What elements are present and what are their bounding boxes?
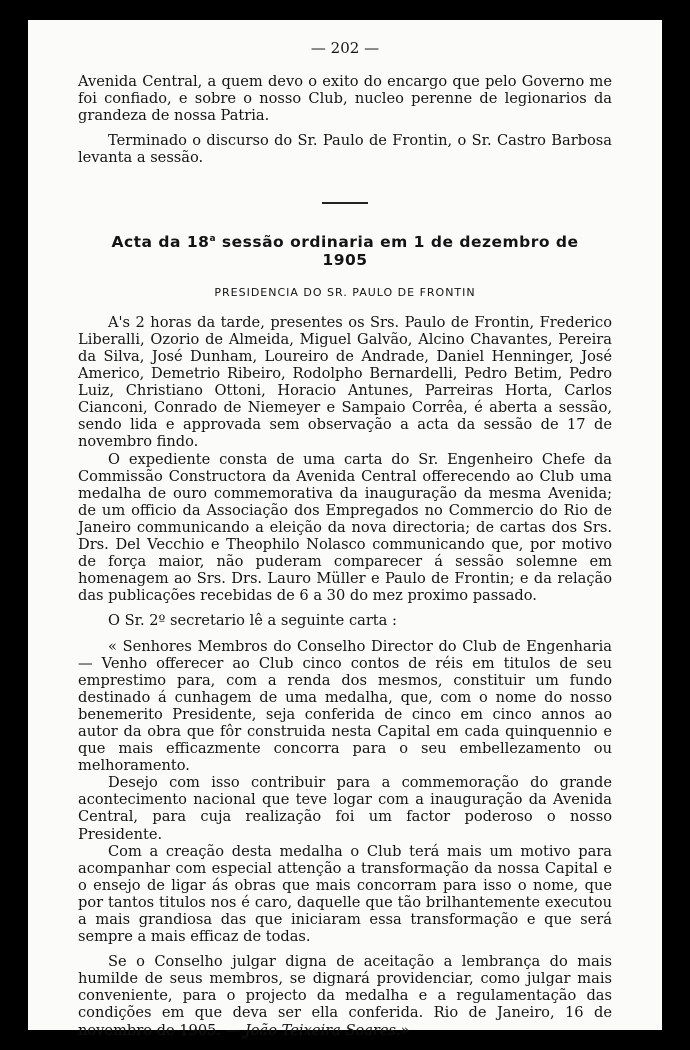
section-divider [322, 202, 368, 204]
paragraph-correspondence: O expediente consta de uma carta do Sr. Engenheiro Chefe da Commissão Constructora da Avenida Central offerecendo ao Club uma medalha de ouro commemorativa da inauguração da mesma Avenida; de um officio da Associação dos Empregados no Commercio do Rio de Janeiro communicando a eleição da nova directoria; de cartas dos Srs. Drs. Del Vecchio e Theophilo Nolasco communicando que, por motivo de força maior, não puderam comparecer á sessão solemne em homenagem ao Srs. Drs. Lauro Müller e Paulo de Frontin; e da relação das publicações recebidas de 6 a 30 do mez proximo passado. [78, 450, 612, 605]
closing-quote: » [400, 1021, 410, 1039]
signature: João Teixeira Soares. [244, 1021, 401, 1039]
paragraph-letter-opening: « Senhores Membros do Conselho Director do Club de Engenharia — Venho offerecer ao Club cinco contos de réis em titulos de seu emprestimo para, com a renda dos mesmos, constituir um fundo destinado á cunhagem de uma medalha, que, com o nome do nosso benemerito Presidente, seja conferida de cinco em cinco annos ao autor da obra que fôr construida nesta Capital em cada quinquennio e que mais efficazmente concorra para o seu embellezamento ou melhoramento. [78, 637, 612, 775]
paragraph-session-close: Terminado o discurso do Sr. Paulo de Frontin, o Sr. Castro Barbosa levanta a sessão. [78, 132, 612, 167]
paragraph-letter-purpose: Desejo com isso contribuir para a commemoração do grande acontecimento nacional que teve logar com a inauguração da Avenida Central, para cuja realização foi um factor poderoso o nosso Presidente. [78, 774, 612, 843]
heading-superscript: a [209, 233, 217, 244]
heading-suffix: sessão ordinaria em 1 de dezembro de 1905 [216, 232, 579, 269]
paragraph-letter-closing [78, 953, 612, 1038]
paragraph-attendance: A's 2 horas da tarde, presentes os Srs. Paulo de Frontin, Frederico Liberalli, Ozorio de Almeida, Miguel Galvão, Alcino Chavantes, Pereira da Silva, José Dunham, Loureiro de Andrade, Daniel Henninger, José Americo, Demetrio Ribeiro, Rodolpho Bernardelli, Pedro Betim, Pedro Luiz, Christiano Ottoni, Horacio Antunes, Parreiras Horta, Carlos Cianconi, Conrado de Niemeyer e Sampaio Corrêa, é aberta a sessão, sendo lida e approvada sem observação a acta da sessão de 17 de novembro findo. [78, 313, 612, 451]
section-heading [78, 230, 612, 269]
presidency-line: PRESIDENCIA DO SR. PAULO DE FRONTIN [214, 285, 476, 299]
letter-closing-text: Se o Conselho julgar digna de aceitação a lembrança do mais humilde de seus membros, se dignará providenciar, como julgar mais conveniente, para o projecto da medalha e a regulamentação das condições em que deva ser ella conferida. Rio de Janeiro, 16 de novembro de 1905. — [78, 953, 612, 1039]
page-number: — 202 — [310, 39, 380, 57]
document-page [28, 20, 662, 1039]
paragraph-intro-continuation: Avenida Central, a quem devo o exito do encargo que pelo Governo me foi confiado, e sobre o nosso Club, nucleo perenne de legionarios da grandeza de nossa Patria. [78, 73, 612, 125]
heading-prefix: Acta da 18 [111, 232, 210, 251]
paragraph-letter-medal: Com a creação desta medalha o Club terá mais um motivo para acompanhar com especial attenção a transformação da nossa Capital e o ensejo de ligar ás obras que mais concorram para isso o nome, que por tantos titulos nos é caro, daquelle que tão brilhantemente executou a mais grandiosa das que iniciaram essa transformação e que será sempre a mais efficaz de todas. [78, 842, 612, 946]
paragraph-secretary: O Sr. 2º secretario lê a seguinte carta : [108, 612, 397, 630]
